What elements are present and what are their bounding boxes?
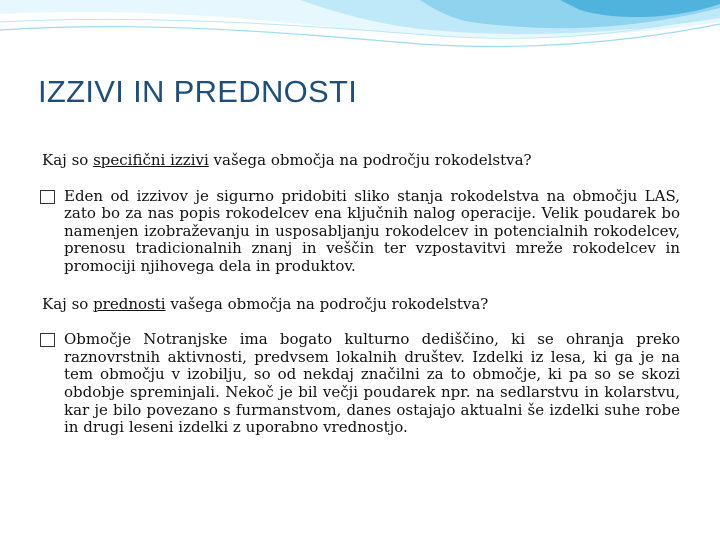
slide-title: IZZIVI IN PREDNOSTI [38, 74, 358, 109]
bullet-box-icon [40, 190, 55, 204]
bullet-box-icon [40, 333, 55, 347]
question-advantages: Kaj so prednosti vašega območja na področju rokodelstva? [42, 294, 489, 313]
answer-text: Eden od izzivov je sigurno pridobiti sliko stanja rokodelstva na območju LAS, zato bo za nas popis rokodelcev ena ključnih nalog operacije. Velik poudarek bo namenjen izobraževanju in usposabljanju rokodelcev in potencialnih rokodelcev, prenosu tradicionalnih znanj in veščin ter vzpostavitvi mreže rokodelcev in promociji njihovega dela in produktov. [64, 186, 680, 275]
slide-content [40, 152, 680, 457]
answer-text: Območje Notranjske ima bogato kulturno dediščino, ki se ohranja preko raznovrstnih aktivnosti, predvsem lokalnih društev. Izdelki iz lesa, ki ga je na tem območju v izobilju, so od nekdaj značilni za to območje, ki pa so se skozi obdobje spreminjali. Nekoč je bil večji poudarek npr. na sedlarstvu in kolarstvu, kar je bilo povezano s furmanstvom, danes ostajajo aktualni še izdelki suhe robe in drugi leseni izdelki z uporabno vrednostjo. [64, 330, 680, 437]
question-challenges: Kaj so specifični izzivi vašega območja na področju rokodelstva? [42, 151, 532, 169]
answer-challenges [40, 188, 680, 276]
header-wave-decoration [0, 0, 720, 60]
answer-advantages [40, 331, 680, 437]
underlined-term: prednosti [93, 294, 166, 313]
underlined-term: specifični izzivi [93, 151, 209, 169]
